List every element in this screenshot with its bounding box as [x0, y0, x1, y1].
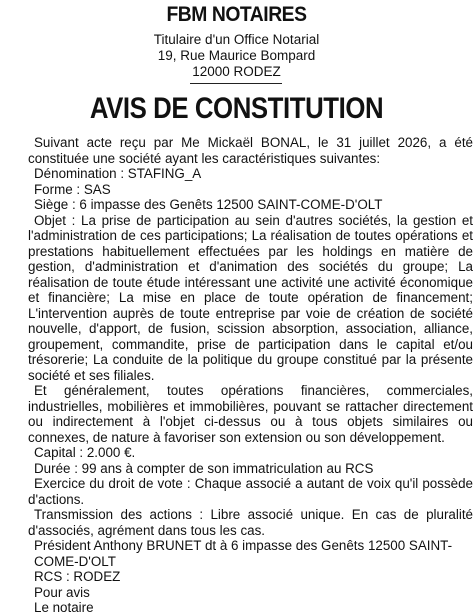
- header-divider: [190, 83, 282, 84]
- notary-name: FBM NOTAIRES: [166, 3, 307, 26]
- transmission-paragraph: Transmission des actions : Libre associé unique. En cas de pluralité d'associés, agrément dans tous les cas.: [28, 507, 473, 538]
- capital-line: Capital : 2.000 €.: [34, 445, 136, 460]
- siege-line: Siège : 6 impasse des Genêts 12500 SAINT-COME-D'OLT: [34, 197, 383, 212]
- general-paragraph: Et généralement, toutes opérations financières, commerciales, industrielles, mobilières et immobilières, pouvant se rattacher directement ou indirectement à l'objet ci-dessus ou à tous objets similaires ou connexes, de nature à favoriser son extension ou son développement.: [28, 383, 473, 445]
- denomination-line: Dénomination : STAFING_A: [34, 166, 202, 181]
- forme-line: Forme : SAS: [34, 181, 111, 197]
- rcs-line: RCS : RODEZ: [34, 569, 121, 584]
- vote-line: Exercice du droit de vote : Chaque associé a autant de voix qu'il possède d'actions.: [28, 476, 473, 507]
- notice-title: AVIS DE CONSTITUTION: [89, 92, 384, 125]
- objet-paragraph: Objet : La prise de participation au sein d'autres sociétés, la gestion et l'administration de ces participations; La réalisation de toutes opérations et prestations habituellement effectuées par les holdings en matière de gestion, d'administration et d'animation des sociétés du groupe; La réalisation de toute étude intéressant une activité une activité économique et financière; La mise en place de toute opération de financement; L'intervention auprès de toute entreprise par voie de création de société nouvelle, d'apport, de fusion, scission absorption, association, alliance, groupement, commandite, prise de participation dans le capital et/ou trésorerie; La conduite de la politique du groupe constitué par la présente société et ses filiales.: [28, 212, 473, 383]
- pour-avis-line: Pour avis: [34, 584, 90, 600]
- signature-line: Le notaire: [34, 600, 94, 615]
- president-line: Président Anthony BRUNET dt à 6 impasse des Genêts 12500 SAINT-COME-D'OLT: [34, 538, 453, 569]
- office-title: Titulaire d'un Office Notarial: [153, 32, 320, 47]
- intro-paragraph: Suivant acte reçu par Me Mickaël BONAL, le 31 juillet 2026, a été constituée une société ayant les caractéristiques suivantes:: [28, 135, 473, 166]
- office-city: 12000 RODEZ: [192, 64, 281, 79]
- duree-line: Durée : 99 ans à compter de son immatriculation au RCS: [34, 460, 374, 476]
- notice-body: [28, 135, 473, 616]
- office-street: 19, Rue Maurice Bompard: [157, 48, 316, 63]
